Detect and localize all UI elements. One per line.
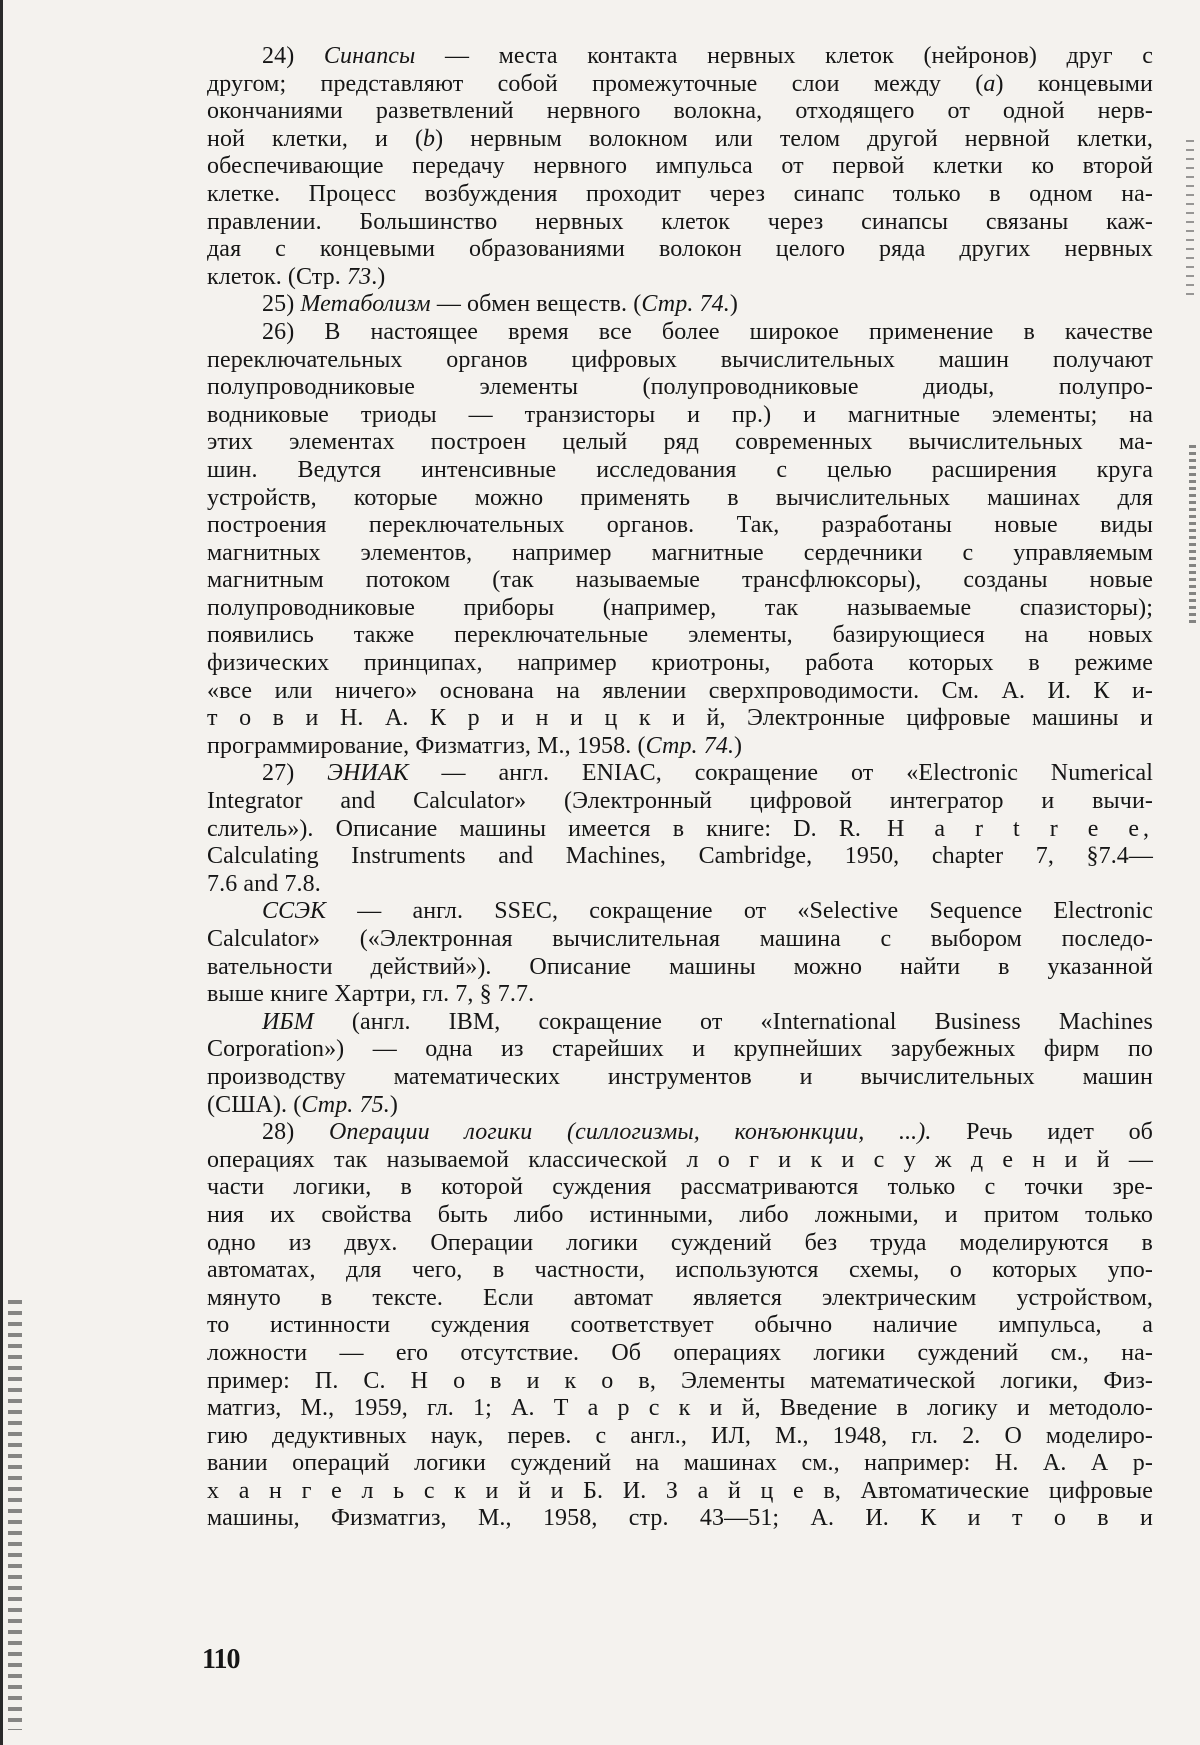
author-name: т о в и Н. А. К р и н и ц к и й,: [207, 705, 726, 732]
note-24-line: обеспечивающие передачу нервного импульса от первой клетки ко второй: [207, 153, 1153, 180]
note-26-line: шин. Ведутся интенсивные исследования с целью расширения круга: [207, 456, 1153, 483]
note-28-line: автоматах, для чего, в частности, используются схемы, о которых упо-: [207, 1257, 1153, 1284]
note-26-line: [207, 733, 1153, 761]
note-28-line: вании операций логики суждений на машинах см., например: Н. А. А р-: [207, 1450, 1153, 1477]
note-ibm-line: производству математических инструментов и вычислительных машин: [207, 1063, 1153, 1090]
note-26-line: построения переключательных органов. Так, разработаны новые виды: [207, 512, 1153, 539]
note-28-line: мянуто в тексте. Если автомат является электрическим устройством,: [207, 1284, 1153, 1311]
note-27-line: [207, 760, 1153, 788]
note-24-line: [207, 126, 1153, 154]
text-run: ной клетки, и (: [207, 125, 424, 152]
note-28-line: [207, 1147, 1153, 1175]
note-ssek-line: [207, 898, 1153, 926]
scan-edge-left: [0, 0, 3, 1745]
page-number: 110: [202, 1644, 240, 1675]
page-ref: Стр. 74.: [641, 291, 730, 318]
scan-specks-left-bottom: [8, 1300, 22, 1730]
note-28-line: одно из двух. Операции логики суждений без труда моделируются в: [207, 1229, 1153, 1256]
note-ssek: [207, 898, 1153, 1008]
note-26-line: переключательных органов цифровых вычислительных машин получают: [207, 346, 1153, 373]
text-run: — англ. SSEC, сокращение от «Selective Sequence Electronic: [326, 898, 1153, 925]
note-28-line: части логики, в которой суждения рассматриваются только с точки зре-: [207, 1174, 1153, 1201]
note-24-line: окончаниями разветвлений нервного волокна, отходящего от одной нерв-: [207, 98, 1153, 125]
term-ssek: ССЭК: [262, 898, 327, 925]
note-28-line: [207, 1478, 1153, 1506]
note-ibm-line: [207, 1092, 1153, 1120]
note-ibm: [207, 1009, 1153, 1119]
note-ibm-line: Corporation») — одна из старейших и крупнейших зарубежных фирм по: [207, 1036, 1153, 1063]
text-run: Электронные цифровые машины и: [725, 705, 1154, 732]
note-28-line: то истинности суждения соответствует обычно наличие импульса, а: [207, 1312, 1153, 1339]
note-24-line: [207, 264, 1153, 292]
author-name: К и т о в и: [888, 1505, 1153, 1532]
marker-a: а: [983, 70, 996, 97]
spaced-term: л о г и к и с у ж д е н и й —: [667, 1146, 1153, 1173]
author-name: Н о в и к о в,: [385, 1367, 656, 1394]
text-run: Введение в логику и методоло-: [760, 1395, 1154, 1422]
page-ref: Стр. 74.: [645, 732, 735, 759]
page-ref: Стр. 75.: [301, 1091, 390, 1118]
text-run: Элементы математической логики, Физ-: [655, 1367, 1153, 1394]
note-26-line: магнитным потоком (так называемые трансфлюксоры), созданы новые: [207, 567, 1153, 594]
page-ref: 73: [347, 263, 372, 290]
note-27-line: Integrator and Calculator» (Электронный цифровой интегратор и вычи-: [207, 788, 1153, 815]
text-run: (США). (: [207, 1091, 302, 1118]
note-27-line: 7.6 and 7.8.: [207, 870, 321, 897]
text-run: Речь идет об: [931, 1119, 1153, 1146]
text-run: слитель»). Описание машины имеется в книге: D. R.: [207, 815, 862, 842]
note-28-line: [207, 1368, 1153, 1396]
text-run: Автоматические цифровые: [840, 1477, 1154, 1504]
author-name: Т а р с к и й,: [534, 1395, 761, 1422]
note-24-line: дая с концевыми образованиями волокон целого ряда других нервных: [207, 236, 1153, 263]
text-run: матгиз, М., 1959, гл. 1; А.: [207, 1395, 535, 1422]
note-ssek-line: выше книге Хартри, гл. 7, § 7.7.: [207, 981, 535, 1008]
note-27: [207, 760, 1153, 898]
text-run: (англ. IBM, сокращение от «International Business Machines: [313, 1008, 1153, 1035]
text-run: клеток. (Стр.: [207, 263, 347, 290]
text-run: — обмен веществ. (: [430, 291, 642, 318]
note-28-line: гию дедуктивных наук, перев. с англ., ИЛ, М., 1948, гл. 2. О моделиро-: [207, 1422, 1153, 1449]
term-synapses: Синапсы: [323, 43, 416, 69]
note-ssek-line: вательности действий»). Описание машины можно найти в указанной: [207, 953, 1153, 980]
text-run: пример: П. С.: [207, 1367, 386, 1394]
note-26-line: [207, 705, 1153, 733]
note-25: [207, 291, 1153, 319]
note-26-line: водниковые триоды — транзисторы и пр.) и магнитные элементы; на: [207, 401, 1153, 428]
text-run: машины, Физматгиз, М., 1958, стр. 43—51; А. И.: [207, 1505, 889, 1532]
note-27-line: Calculating Instruments and Machines, Cambridge, 1950, chapter 7, §7.4—: [207, 843, 1153, 870]
author-name: H a r t r e e,: [861, 815, 1153, 842]
note-number: 28): [262, 1119, 329, 1146]
text-run: ) концевыми: [995, 70, 1153, 97]
note-24-line: правлении. Большинство нервных клеток через синапсы связаны каж-: [207, 208, 1153, 235]
term-metabolism: Метаболизм: [300, 291, 431, 318]
note-24-line: [207, 71, 1153, 99]
page-body: [207, 43, 1153, 1533]
note-26-line: появились также переключательные элементы, базирующиеся на новых: [207, 622, 1153, 649]
note-25-line: [207, 291, 1153, 319]
note-28-line: ния их свойства быть либо истинными, либо ложными, и притом только: [207, 1201, 1153, 1228]
note-number: 25): [262, 291, 301, 318]
note-28-line: ложности — его отсутствие. Об операциях логики суждений см., на-: [207, 1339, 1153, 1366]
term-logic-operations: Операции логики: [328, 1119, 533, 1146]
note-27-line: [207, 816, 1153, 844]
note-28-line: [207, 1395, 1153, 1423]
scan-specks-right-middle: [1189, 445, 1196, 625]
author-name: х а н г е л ь с к и й и Б. И. З а й ц е в,: [207, 1477, 841, 1504]
text-run: ): [729, 291, 738, 318]
text-run: ): [734, 732, 743, 759]
note-26-line: магнитных элементов, например магнитные сердечники с управляемым: [207, 539, 1153, 566]
note-26-line: полупроводниковые элементы (полупроводниковые диоды, полупро-: [207, 374, 1153, 401]
note-26-line: «все или ничего» основана на явлении сверхпроводимости. См. А. И. К и-: [207, 677, 1153, 704]
scan-specks-right-top: [1186, 140, 1194, 300]
note-28: [207, 1119, 1153, 1533]
note-26-line: полупроводниковые приборы (например, так называемые спазисторы);: [207, 594, 1153, 621]
note-26-line: физических принципах, например криотроны, работа которых в режиме: [207, 650, 1153, 677]
term-examples: (силлогизмы, конъюнкции, ...).: [532, 1119, 932, 1146]
text-run: операциях так называемой классической: [207, 1146, 668, 1173]
term-eniac: ЭНИАК: [327, 760, 409, 787]
marker-b: b: [423, 125, 436, 152]
text-run: — англ. ENIAC, сокращение от «Electronic Numerical: [408, 760, 1153, 787]
note-26: [207, 319, 1153, 761]
note-24-line: клетке. Процесс возбуждения проходит через синапс только в одном на-: [207, 180, 1153, 207]
note-26-line: этих элементах построен целый ряд современных вычислительных ма-: [207, 429, 1153, 456]
note-24: [207, 43, 1153, 291]
note-ibm-line: [207, 1009, 1153, 1037]
text-run: .): [371, 263, 386, 290]
text-run: программирование, Физматгиз, М., 1958. (: [207, 732, 646, 759]
note-28-line: [207, 1505, 1153, 1533]
note-28-line: [207, 1119, 1153, 1147]
text-run: — места контакта нервных клеток (нейронов) друг с: [415, 43, 1153, 69]
note-26-line: 26) В настоящее время все более широкое применение в качестве: [262, 318, 1153, 345]
note-24-line: [207, 43, 1153, 71]
text-run: ): [389, 1091, 398, 1118]
note-ssek-line: Calculator» («Электронная вычислительная машина с выбором последо-: [207, 926, 1153, 952]
term-ibm: ИБМ: [262, 1008, 314, 1035]
text-run: другом; представляют собой промежуточные слои между (: [207, 70, 984, 97]
note-number: 27): [262, 760, 328, 787]
note-26-line: устройств, которые можно применять в вычислительных машинах для: [207, 484, 1153, 511]
text-run: ) нервным волокном или телом другой нервной клетки,: [435, 125, 1153, 152]
note-number: 24): [262, 43, 324, 69]
